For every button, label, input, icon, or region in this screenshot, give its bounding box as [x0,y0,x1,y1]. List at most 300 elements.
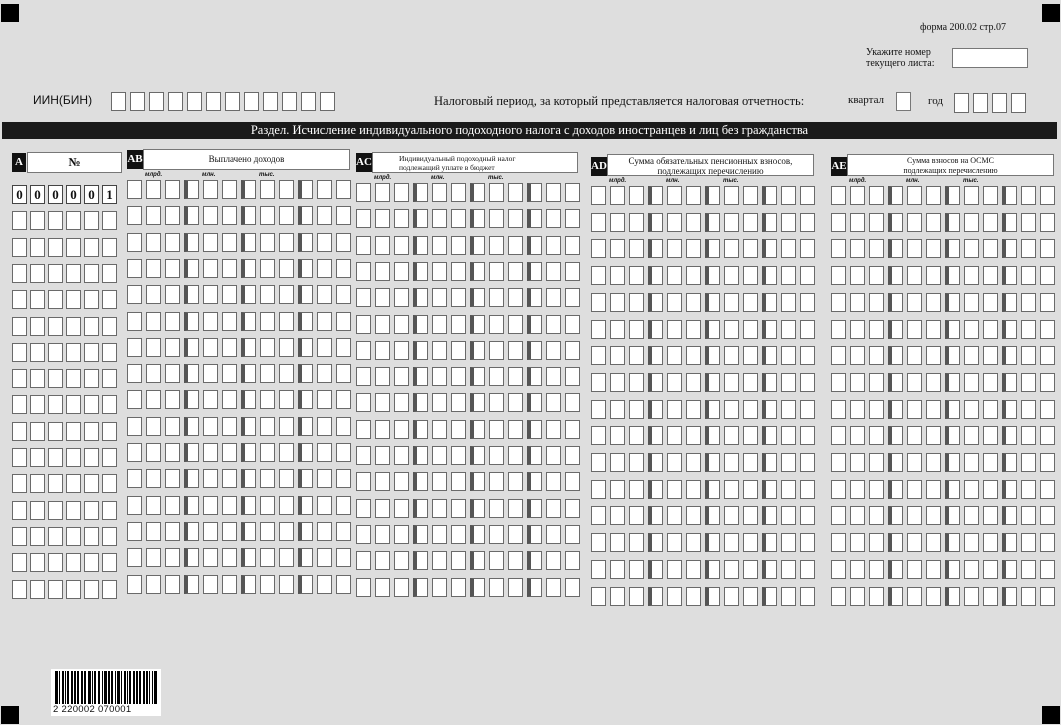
amount-cell[interactable] [831,587,846,606]
amount-cell[interactable] [394,341,409,360]
row-number-cell[interactable] [66,501,81,520]
row-number-cell[interactable] [66,474,81,493]
amount-cell[interactable] [222,259,237,278]
amount-cell[interactable] [964,213,979,232]
amount-cell[interactable] [724,560,739,579]
amount-cell[interactable] [470,262,485,281]
amount-cell[interactable] [964,506,979,525]
amount-cell[interactable] [629,293,644,312]
amount-cell[interactable] [610,400,625,419]
amount-cell[interactable] [945,293,960,312]
amount-cell[interactable] [983,213,998,232]
amount-cell[interactable] [648,426,663,445]
amount-cell[interactable] [629,186,644,205]
amount-cell[interactable] [508,367,523,386]
amount-cell[interactable] [983,506,998,525]
amount-cell[interactable] [279,548,294,567]
amount-cell[interactable] [451,393,466,412]
amount-cell[interactable] [260,233,275,252]
amount-cell[interactable] [451,341,466,360]
amount-cell[interactable] [648,587,663,606]
amount-cell[interactable] [546,236,561,255]
amount-cell[interactable] [869,293,884,312]
row-number-cell[interactable] [84,317,99,336]
amount-cell[interactable] [527,420,542,439]
amount-cell[interactable] [945,506,960,525]
amount-cell[interactable] [127,548,142,567]
amount-cell[interactable] [724,426,739,445]
amount-cell[interactable] [1040,587,1055,606]
amount-cell[interactable] [869,239,884,258]
amount-cell[interactable] [127,180,142,199]
amount-cell[interactable] [907,426,922,445]
amount-cell[interactable] [762,373,777,392]
amount-cell[interactable] [850,186,865,205]
amount-cell[interactable] [165,285,180,304]
row-number-digit[interactable]: 0 [30,185,45,204]
amount-cell[interactable] [413,367,428,386]
amount-cell[interactable] [317,417,332,436]
amount-cell[interactable] [203,285,218,304]
amount-cell[interactable] [489,525,504,544]
amount-cell[interactable] [667,587,682,606]
amount-cell[interactable] [850,480,865,499]
amount-cell[interactable] [667,293,682,312]
amount-cell[interactable] [260,575,275,594]
amount-cell[interactable] [850,426,865,445]
amount-cell[interactable] [648,266,663,285]
row-number-cell[interactable] [48,238,63,257]
amount-cell[interactable] [945,587,960,606]
amount-cell[interactable] [781,320,796,339]
amount-cell[interactable] [907,560,922,579]
amount-cell[interactable] [413,472,428,491]
amount-cell[interactable] [146,390,161,409]
amount-cell[interactable] [470,499,485,518]
amount-cell[interactable] [850,266,865,285]
row-number-cell[interactable] [12,264,27,283]
amount-cell[interactable] [629,346,644,365]
amount-cell[interactable] [146,575,161,594]
amount-cell[interactable] [667,453,682,472]
amount-cell[interactable] [165,522,180,541]
row-number-cell[interactable] [102,290,117,309]
row-number-cell[interactable] [84,343,99,362]
iin-cell[interactable] [301,92,316,111]
amount-cell[interactable] [762,533,777,552]
amount-cell[interactable] [317,469,332,488]
sheet-number-field[interactable] [952,48,1028,68]
amount-cell[interactable] [629,506,644,525]
amount-cell[interactable] [850,560,865,579]
amount-cell[interactable] [629,453,644,472]
amount-cell[interactable] [470,236,485,255]
amount-cell[interactable] [850,453,865,472]
amount-cell[interactable] [279,417,294,436]
amount-cell[interactable] [375,367,390,386]
row-number-cell[interactable] [12,527,27,546]
row-number-cell[interactable] [66,580,81,599]
amount-cell[interactable] [667,186,682,205]
amount-cell[interactable] [907,480,922,499]
amount-cell[interactable] [394,262,409,281]
amount-cell[interactable] [527,315,542,334]
amount-cell[interactable] [907,453,922,472]
row-number-cell[interactable] [66,238,81,257]
row-number-cell[interactable] [48,422,63,441]
amount-cell[interactable] [375,393,390,412]
amount-cell[interactable] [781,266,796,285]
amount-cell[interactable] [203,233,218,252]
amount-cell[interactable] [907,266,922,285]
amount-cell[interactable] [127,443,142,462]
amount-cell[interactable] [686,346,701,365]
amount-cell[interactable] [686,266,701,285]
amount-cell[interactable] [686,453,701,472]
amount-cell[interactable] [983,186,998,205]
amount-cell[interactable] [489,288,504,307]
amount-cell[interactable] [336,338,351,357]
amount-cell[interactable] [375,551,390,570]
row-number-cell[interactable] [66,369,81,388]
amount-cell[interactable] [648,186,663,205]
amount-cell[interactable] [888,453,903,472]
amount-cell[interactable] [184,259,199,278]
amount-cell[interactable] [508,420,523,439]
amount-cell[interactable] [591,186,606,205]
amount-cell[interactable] [591,320,606,339]
amount-cell[interactable] [546,209,561,228]
amount-cell[interactable] [724,186,739,205]
row-number-cell[interactable] [48,501,63,520]
amount-cell[interactable] [298,259,313,278]
amount-cell[interactable] [983,346,998,365]
amount-cell[interactable] [546,578,561,597]
amount-cell[interactable] [184,233,199,252]
amount-cell[interactable] [762,266,777,285]
amount-cell[interactable] [146,496,161,515]
amount-cell[interactable] [356,209,371,228]
amount-cell[interactable] [260,469,275,488]
amount-cell[interactable] [203,390,218,409]
row-number-cell[interactable] [84,527,99,546]
amount-cell[interactable] [762,480,777,499]
year-cell[interactable] [973,93,988,113]
amount-cell[interactable] [432,367,447,386]
amount-cell[interactable] [432,315,447,334]
amount-cell[interactable] [800,480,815,499]
amount-cell[interactable] [983,373,998,392]
amount-cell[interactable] [260,312,275,331]
row-number-cell[interactable] [12,369,27,388]
row-number-cell[interactable] [48,369,63,388]
amount-cell[interactable] [222,469,237,488]
amount-cell[interactable] [279,233,294,252]
iin-cell[interactable] [206,92,221,111]
amount-cell[interactable] [724,239,739,258]
amount-cell[interactable] [356,367,371,386]
amount-cell[interactable] [375,472,390,491]
amount-cell[interactable] [451,183,466,202]
amount-cell[interactable] [470,209,485,228]
amount-cell[interactable] [489,472,504,491]
amount-cell[interactable] [831,533,846,552]
iin-cell[interactable] [168,92,183,111]
iin-cell[interactable] [225,92,240,111]
amount-cell[interactable] [222,285,237,304]
amount-cell[interactable] [279,338,294,357]
amount-cell[interactable] [831,373,846,392]
amount-cell[interactable] [869,533,884,552]
amount-cell[interactable] [127,469,142,488]
row-number-cell[interactable] [12,422,27,441]
amount-cell[interactable] [1002,453,1017,472]
amount-cell[interactable] [1021,587,1036,606]
amount-cell[interactable] [869,426,884,445]
amount-cell[interactable] [629,213,644,232]
amount-cell[interactable] [705,453,720,472]
amount-cell[interactable] [591,293,606,312]
amount-cell[interactable] [667,533,682,552]
amount-cell[interactable] [831,293,846,312]
amount-cell[interactable] [508,236,523,255]
amount-cell[interactable] [184,496,199,515]
amount-cell[interactable] [800,506,815,525]
row-number-cell[interactable] [102,553,117,572]
amount-cell[interactable] [850,213,865,232]
amount-cell[interactable] [127,522,142,541]
amount-cell[interactable] [1040,266,1055,285]
row-number-cell[interactable] [12,290,27,309]
amount-cell[interactable] [241,233,256,252]
amount-cell[interactable] [869,506,884,525]
amount-cell[interactable] [241,312,256,331]
amount-cell[interactable] [686,480,701,499]
amount-cell[interactable] [336,312,351,331]
amount-cell[interactable] [907,346,922,365]
amount-cell[interactable] [648,560,663,579]
amount-cell[interactable] [945,533,960,552]
amount-cell[interactable] [610,239,625,258]
amount-cell[interactable] [241,364,256,383]
amount-cell[interactable] [743,266,758,285]
amount-cell[interactable] [508,446,523,465]
row-number-cell[interactable] [102,527,117,546]
amount-cell[interactable] [146,312,161,331]
amount-cell[interactable] [527,262,542,281]
amount-cell[interactable] [413,499,428,518]
amount-cell[interactable] [1002,533,1017,552]
amount-cell[interactable] [203,312,218,331]
row-number-cell[interactable] [30,238,45,257]
amount-cell[interactable] [888,186,903,205]
row-number-cell[interactable] [66,395,81,414]
iin-cell[interactable] [320,92,335,111]
amount-cell[interactable] [781,373,796,392]
amount-cell[interactable] [926,506,941,525]
amount-cell[interactable] [451,525,466,544]
amount-cell[interactable] [432,525,447,544]
amount-cell[interactable] [336,469,351,488]
amount-cell[interactable] [686,186,701,205]
amount-cell[interactable] [489,209,504,228]
row-number-cell[interactable] [102,501,117,520]
row-number-cell[interactable] [48,264,63,283]
amount-cell[interactable] [413,393,428,412]
amount-cell[interactable] [945,239,960,258]
amount-cell[interactable] [831,506,846,525]
amount-cell[interactable] [489,262,504,281]
amount-cell[interactable] [203,364,218,383]
row-number-cell[interactable] [30,290,45,309]
amount-cell[interactable] [610,453,625,472]
amount-cell[interactable] [591,266,606,285]
amount-cell[interactable] [781,533,796,552]
amount-cell[interactable] [850,533,865,552]
amount-cell[interactable] [413,578,428,597]
amount-cell[interactable] [610,480,625,499]
amount-cell[interactable] [781,426,796,445]
amount-cell[interactable] [394,393,409,412]
amount-cell[interactable] [203,548,218,567]
amount-cell[interactable] [317,285,332,304]
amount-cell[interactable] [926,266,941,285]
amount-cell[interactable] [394,236,409,255]
amount-cell[interactable] [336,548,351,567]
amount-cell[interactable] [1002,506,1017,525]
amount-cell[interactable] [831,560,846,579]
amount-cell[interactable] [705,373,720,392]
amount-cell[interactable] [184,548,199,567]
amount-cell[interactable] [470,367,485,386]
amount-cell[interactable] [222,390,237,409]
amount-cell[interactable] [222,206,237,225]
amount-cell[interactable] [451,472,466,491]
amount-cell[interactable] [648,320,663,339]
amount-cell[interactable] [279,206,294,225]
amount-cell[interactable] [203,522,218,541]
amount-cell[interactable] [831,480,846,499]
amount-cell[interactable] [241,259,256,278]
amount-cell[interactable] [800,426,815,445]
amount-cell[interactable] [413,341,428,360]
amount-cell[interactable] [781,346,796,365]
amount-cell[interactable] [610,533,625,552]
amount-cell[interactable] [1002,560,1017,579]
amount-cell[interactable] [394,420,409,439]
amount-cell[interactable] [850,239,865,258]
amount-cell[interactable] [146,522,161,541]
year-cell[interactable] [1011,93,1026,113]
row-number-cell[interactable] [102,317,117,336]
amount-cell[interactable] [869,346,884,365]
amount-cell[interactable] [705,426,720,445]
amount-cell[interactable] [705,346,720,365]
amount-cell[interactable] [945,400,960,419]
amount-cell[interactable] [451,315,466,334]
row-number-cell[interactable] [30,501,45,520]
amount-cell[interactable] [394,472,409,491]
amount-cell[interactable] [336,443,351,462]
amount-cell[interactable] [648,239,663,258]
amount-cell[interactable] [432,393,447,412]
amount-cell[interactable] [926,293,941,312]
amount-cell[interactable] [394,446,409,465]
amount-cell[interactable] [565,341,580,360]
amount-cell[interactable] [926,373,941,392]
amount-cell[interactable] [260,285,275,304]
amount-cell[interactable] [565,315,580,334]
amount-cell[interactable] [1040,506,1055,525]
amount-cell[interactable] [907,239,922,258]
amount-cell[interactable] [1021,186,1036,205]
amount-cell[interactable] [413,209,428,228]
amount-cell[interactable] [260,259,275,278]
amount-cell[interactable] [356,525,371,544]
amount-cell[interactable] [1021,213,1036,232]
amount-cell[interactable] [184,469,199,488]
amount-cell[interactable] [850,320,865,339]
amount-cell[interactable] [146,206,161,225]
iin-cell[interactable] [111,92,126,111]
row-number-cell[interactable] [84,501,99,520]
amount-cell[interactable] [781,480,796,499]
amount-cell[interactable] [394,551,409,570]
amount-cell[interactable] [869,266,884,285]
amount-cell[interactable] [743,506,758,525]
amount-cell[interactable] [667,346,682,365]
amount-cell[interactable] [279,285,294,304]
amount-cell[interactable] [591,587,606,606]
amount-cell[interactable] [888,533,903,552]
amount-cell[interactable] [279,522,294,541]
amount-cell[interactable] [781,560,796,579]
amount-cell[interactable] [964,560,979,579]
amount-cell[interactable] [743,587,758,606]
amount-cell[interactable] [1021,400,1036,419]
row-number-cell[interactable] [12,343,27,362]
amount-cell[interactable] [260,338,275,357]
amount-cell[interactable] [222,496,237,515]
amount-cell[interactable] [508,525,523,544]
amount-cell[interactable] [336,575,351,594]
amount-cell[interactable] [1040,480,1055,499]
amount-cell[interactable] [800,533,815,552]
amount-cell[interactable] [1002,400,1017,419]
amount-cell[interactable] [1002,239,1017,258]
amount-cell[interactable] [888,400,903,419]
row-number-cell[interactable] [30,343,45,362]
row-number-cell[interactable] [48,580,63,599]
amount-cell[interactable] [850,293,865,312]
row-number-cell[interactable] [30,211,45,230]
amount-cell[interactable] [165,312,180,331]
amount-cell[interactable] [926,533,941,552]
amount-cell[interactable] [546,315,561,334]
amount-cell[interactable] [983,239,998,258]
row-number-cell[interactable] [12,474,27,493]
amount-cell[interactable] [888,426,903,445]
amount-cell[interactable] [127,285,142,304]
amount-cell[interactable] [317,233,332,252]
amount-cell[interactable] [356,472,371,491]
amount-cell[interactable] [470,420,485,439]
amount-cell[interactable] [743,320,758,339]
amount-cell[interactable] [800,213,815,232]
amount-cell[interactable] [394,183,409,202]
amount-cell[interactable] [888,293,903,312]
amount-cell[interactable] [762,400,777,419]
